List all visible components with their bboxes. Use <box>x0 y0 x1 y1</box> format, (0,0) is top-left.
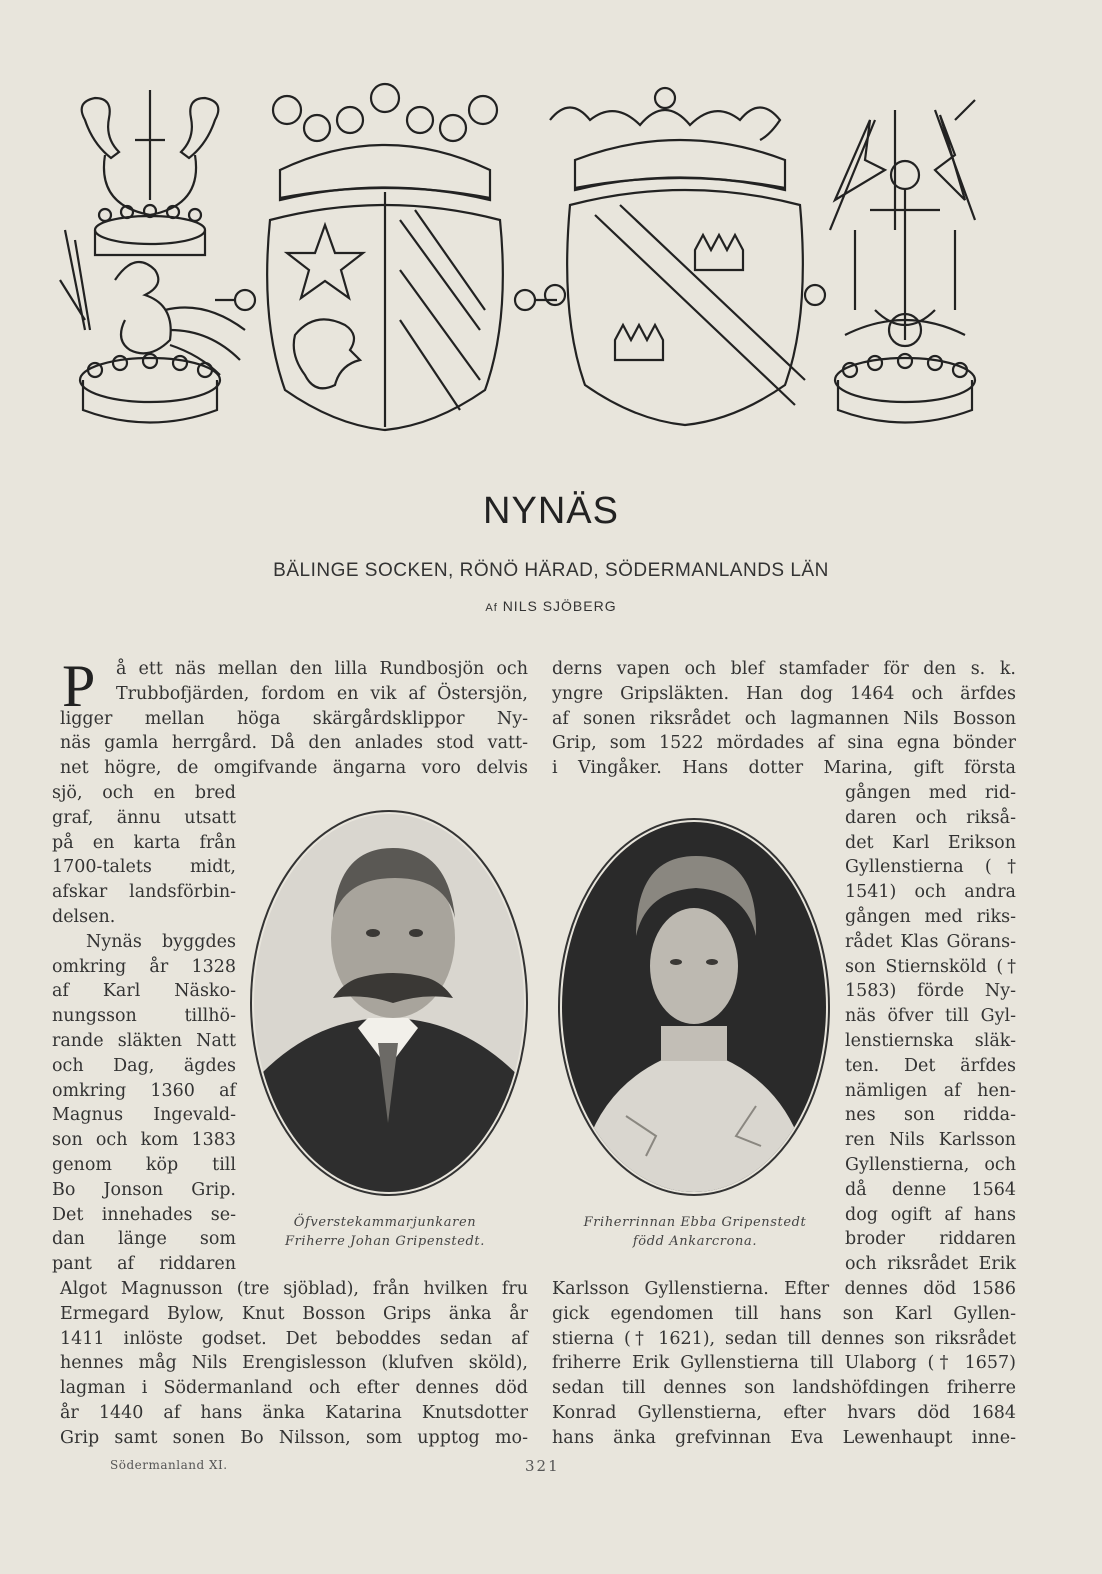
column-2-narrow-line: 1583) förde Ny- <box>845 981 1016 1002</box>
column-2-narrow-line: rådet Klas Görans- <box>845 931 1016 952</box>
column-1-bottom-line: lagman i Södermanland och efter dennes död <box>60 1378 528 1399</box>
column-1-narrow-line: rande släkten Natt <box>52 1030 236 1051</box>
column-2-narrow <box>845 781 1016 1277</box>
column-2-narrow-line: nämligen af hen- <box>845 1080 1016 1101</box>
column-1-top-line: å ett näs mellan den lilla Rundbosjön och <box>116 659 528 679</box>
author-line <box>0 598 1102 614</box>
column-2-bottom-line: gick egendomen till hans son Karl Gyllen- <box>552 1303 1016 1324</box>
column-2-narrow-line: näs öfver till Gyl- <box>845 1006 1016 1027</box>
column-2-top-line: yngre Gripsläkten. Han dog 1464 och ärfdes <box>552 683 1016 704</box>
caption-1-line-2: Friherre Johan Gripenstedt. <box>285 1234 485 1249</box>
column-2-narrow-line: broder riddaren <box>845 1229 1016 1250</box>
author-prefix: Af <box>485 602 498 614</box>
caption-portrait-2 <box>560 1213 830 1251</box>
column-2-narrow-line: det Karl Erikson <box>845 832 1016 853</box>
caption-1-line-1: Öfverstekammarjunkaren <box>293 1215 477 1230</box>
column-1-narrow-line: pant af riddaren <box>52 1254 236 1275</box>
column-1-narrow-line: Bo Jonson Grip. <box>52 1179 236 1200</box>
column-1-bottom-line: hennes måg Nils Erengislesson (klufven sköld), <box>60 1353 528 1374</box>
page-title: NYNÄS <box>483 490 619 532</box>
column-1-top-line: Trubbofjärden, fordom en vik af Östersjön, <box>116 683 528 704</box>
column-1-narrow-line: 1700-talets midt, <box>52 857 236 878</box>
column-2-narrow-line: och riksrådet Erik <box>845 1254 1016 1275</box>
column-2-narrow-line: lenstiernska släk- <box>845 1030 1016 1051</box>
column-2-narrow-line: nes son ridda- <box>845 1105 1016 1126</box>
column-2-top-line: af sonen riksrådet och lagmannen Nils Bosson <box>552 708 1016 729</box>
column-1-narrow-line: omkring 1360 af <box>52 1080 236 1101</box>
column-1-bottom-line: Grip samt sonen Bo Nilsson, som upptog mo- <box>60 1427 528 1448</box>
column-1-narrow-line: af Karl Näsko- <box>52 981 236 1002</box>
column-1-top <box>60 653 528 781</box>
column-1-narrow-line: afskar landsförbin- <box>52 882 236 903</box>
column-2-bottom-line: sedan till dennes son landshöfdingen friherre <box>552 1378 1016 1399</box>
column-2-narrow-line: 1541) och andra <box>845 882 1016 903</box>
column-2-narrow-line: gången med rid- <box>845 783 1016 803</box>
caption-portrait-1 <box>255 1213 515 1251</box>
footer-volume: Södermanland XI. <box>110 1458 228 1472</box>
column-1-narrow-line: son och kom 1383 <box>52 1130 236 1151</box>
heraldic-banner <box>55 80 1020 440</box>
column-1-narrow-line: på en karta från <box>52 832 236 853</box>
drop-cap: P <box>62 653 96 719</box>
column-2-top <box>552 657 1016 781</box>
left-crest-icon <box>60 90 245 423</box>
column-1-narrow-line: Nynäs byggdes <box>86 931 236 952</box>
column-1-top-line: ligger mellan höga skärgårdsklippor Ny- <box>60 708 528 729</box>
column-2-narrow-line: daren och rikså- <box>845 807 1016 828</box>
column-1-top-line: näs gamla herrgård. Då den anlades stod vatt- <box>60 733 528 754</box>
column-2-narrow-line: son Stiernsköld († <box>845 956 1016 977</box>
column-1-narrow-line: omkring år 1328 <box>52 956 236 977</box>
column-2-narrow-line: ten. Det ärfdes <box>845 1055 1016 1076</box>
column-2-top-line: Grip, som 1522 mördades af sina egna bönder <box>552 733 1016 754</box>
column-1-narrow-line: delsen. <box>52 906 116 927</box>
column-1-bottom-line: 1411 inlöste godset. Det beboddes sedan af <box>60 1328 528 1349</box>
column-1-narrow-line: och Dag, ägdes <box>52 1055 236 1076</box>
column-2-bottom-line: hans änka grefvinnan Eva Lewenhaupt inne- <box>552 1427 1016 1448</box>
column-1-bottom-line: Ermegard Bylow, Knut Bosson Grips änka år <box>60 1303 528 1324</box>
column-2-bottom <box>552 1277 1016 1451</box>
column-2-narrow-line: gången med riks- <box>845 906 1016 927</box>
column-1-bottom <box>60 1277 528 1451</box>
column-2-narrow-line: dog ogift af hans <box>845 1204 1016 1225</box>
column-2-bottom-line: Konrad Gyllenstierna, efter hvars död 1684 <box>552 1402 1016 1423</box>
column-1-narrow-line: nungsson tillhö- <box>52 1006 236 1027</box>
author-name: NILS SJÖBERG <box>502 598 617 614</box>
column-1-narrow-line: dan länge som <box>52 1229 236 1250</box>
column-2-narrow-line: Gyllenstierna († <box>845 857 1016 878</box>
column-2-top-line: i Vingåker. Hans dotter Marina, gift första <box>552 758 1016 779</box>
column-1-narrow-line: genom köp till <box>52 1154 236 1175</box>
column-1-narrow-line: Magnus Ingevald- <box>52 1105 236 1126</box>
caption-2-line-2: född Ankarcrona. <box>632 1234 758 1249</box>
column-2-narrow-line: ren Nils Karlsson <box>845 1130 1016 1151</box>
caption-2-line-1: Friherrinnan Ebba Gripenstedt <box>583 1215 807 1230</box>
column-1-top-line: net högre, de omgifvande ängarna voro delvis <box>60 758 528 779</box>
column-1-narrow-line: sjö, och en bred <box>52 783 236 803</box>
page-number: 321 <box>525 1457 560 1475</box>
column-2-narrow-line: då denne 1564 <box>845 1179 1016 1200</box>
column-1-bottom-line: år 1440 af hans änka Katarina Knutsdotter <box>60 1402 528 1423</box>
column-1-narrow-line: graf, ännu utsatt <box>52 807 236 828</box>
portrait-ebba-gripenstedt <box>556 816 832 1198</box>
column-1-bottom-line: Algot Magnusson (tre sjöblad), från hvilken fru <box>60 1279 528 1299</box>
third-crest-icon <box>545 88 825 425</box>
column-2-bottom-line: Karlsson Gyllenstierna. Efter dennes död 1586 <box>552 1279 1016 1299</box>
column-2-top-line: derns vapen och blef stamfader för den s. k. <box>552 659 1016 679</box>
column-1-narrow-line: Det innehades se- <box>52 1204 236 1225</box>
page-subtitle: BÄLINGE SOCKEN, RÖNÖ HÄRAD, SÖDERMANLANDS LÄN <box>273 560 829 581</box>
column-2-narrow-line: Gyllenstierna, och <box>845 1154 1016 1175</box>
column-2-bottom-line: friherre Erik Gyllenstierna till Ulaborg († 1657) <box>552 1353 1016 1374</box>
right-crest-icon <box>830 100 975 423</box>
second-crest-icon <box>215 84 557 430</box>
portrait-johan-gripenstedt <box>248 808 530 1198</box>
column-2-bottom-line: stierna († 1621), sedan till dennes son riksrådet <box>552 1328 1016 1349</box>
column-1-narrow <box>52 781 236 1277</box>
